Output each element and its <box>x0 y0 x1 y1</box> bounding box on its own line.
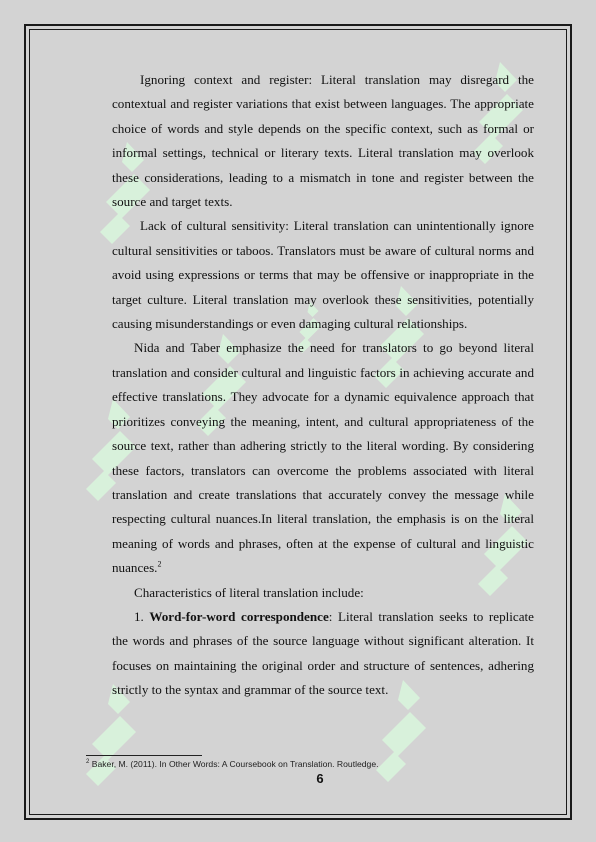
list-number: 1. <box>134 608 144 624</box>
footnote-marker: 2 <box>86 759 90 766</box>
term-word-for-word: Word-for-word correspondence <box>149 608 329 624</box>
paragraph-context-register: Ignoring context and register: Literal translation may disregard the contextual and register variations that exist between languages. The appropriate choice of words and style depends on the specific context, such as formal or informal settings, technical or literary texts. Literal translation may overlook these considerations, leading to a mismatch in tone and register between the source and target texts. <box>112 72 534 210</box>
paragraph-nida-taber <box>112 336 534 580</box>
paragraph-nida-taber-text: Nida and Taber emphasize the need for translators to go beyond literal translation and consider cultural and linguistic factors in achieving accurate and effective translations. They advocate for a dynamic equivalence approach that prioritizes conveying the meaning, intent, and cultural appropriateness of the source text, rather than adhering strictly to the literal wording. By considering these factors, translators can overcome the problems associated with literal translation and create translations that accurately convey the message while respecting cultural nuances.In literal translation, the emphasis is on the literal meaning of words and phrases, often at the expense of cultural and linguistic nuances. <box>112 340 534 576</box>
body-text <box>112 68 534 703</box>
paragraph-word-for-word <box>112 605 534 703</box>
paragraph-characteristics-intro: Characteristics of literal translation include: <box>134 584 364 600</box>
paragraph-word-for-word-text: : Literal translation seeks to replicate the words and phrases of the source language without significant alteration. It focuses on maintaining the original order and structure of sentences, adhering strictly to the syntax and grammar of the source text. <box>112 608 534 698</box>
footnote-separator <box>86 755 202 756</box>
footnote-reference[interactable]: 2 <box>157 559 162 569</box>
paragraph-cultural-sensitivity: Lack of cultural sensitivity: Literal translation can unintentionally ignore cultural sensitivities or taboos. Translators must be aware of cultural norms and avoid using expressions or terms that may be offensive or inappropriate in the target culture. Literal translation may overlook these sensitivities, potentially causing misunderstandings or even damaging cultural relationships. <box>112 218 534 332</box>
footnote-text: Baker, M. (2011). In Other Words: A Coursebook on Translation. Routledge. <box>89 759 379 769</box>
page-number: 6 <box>316 771 324 786</box>
footnote <box>86 759 379 769</box>
